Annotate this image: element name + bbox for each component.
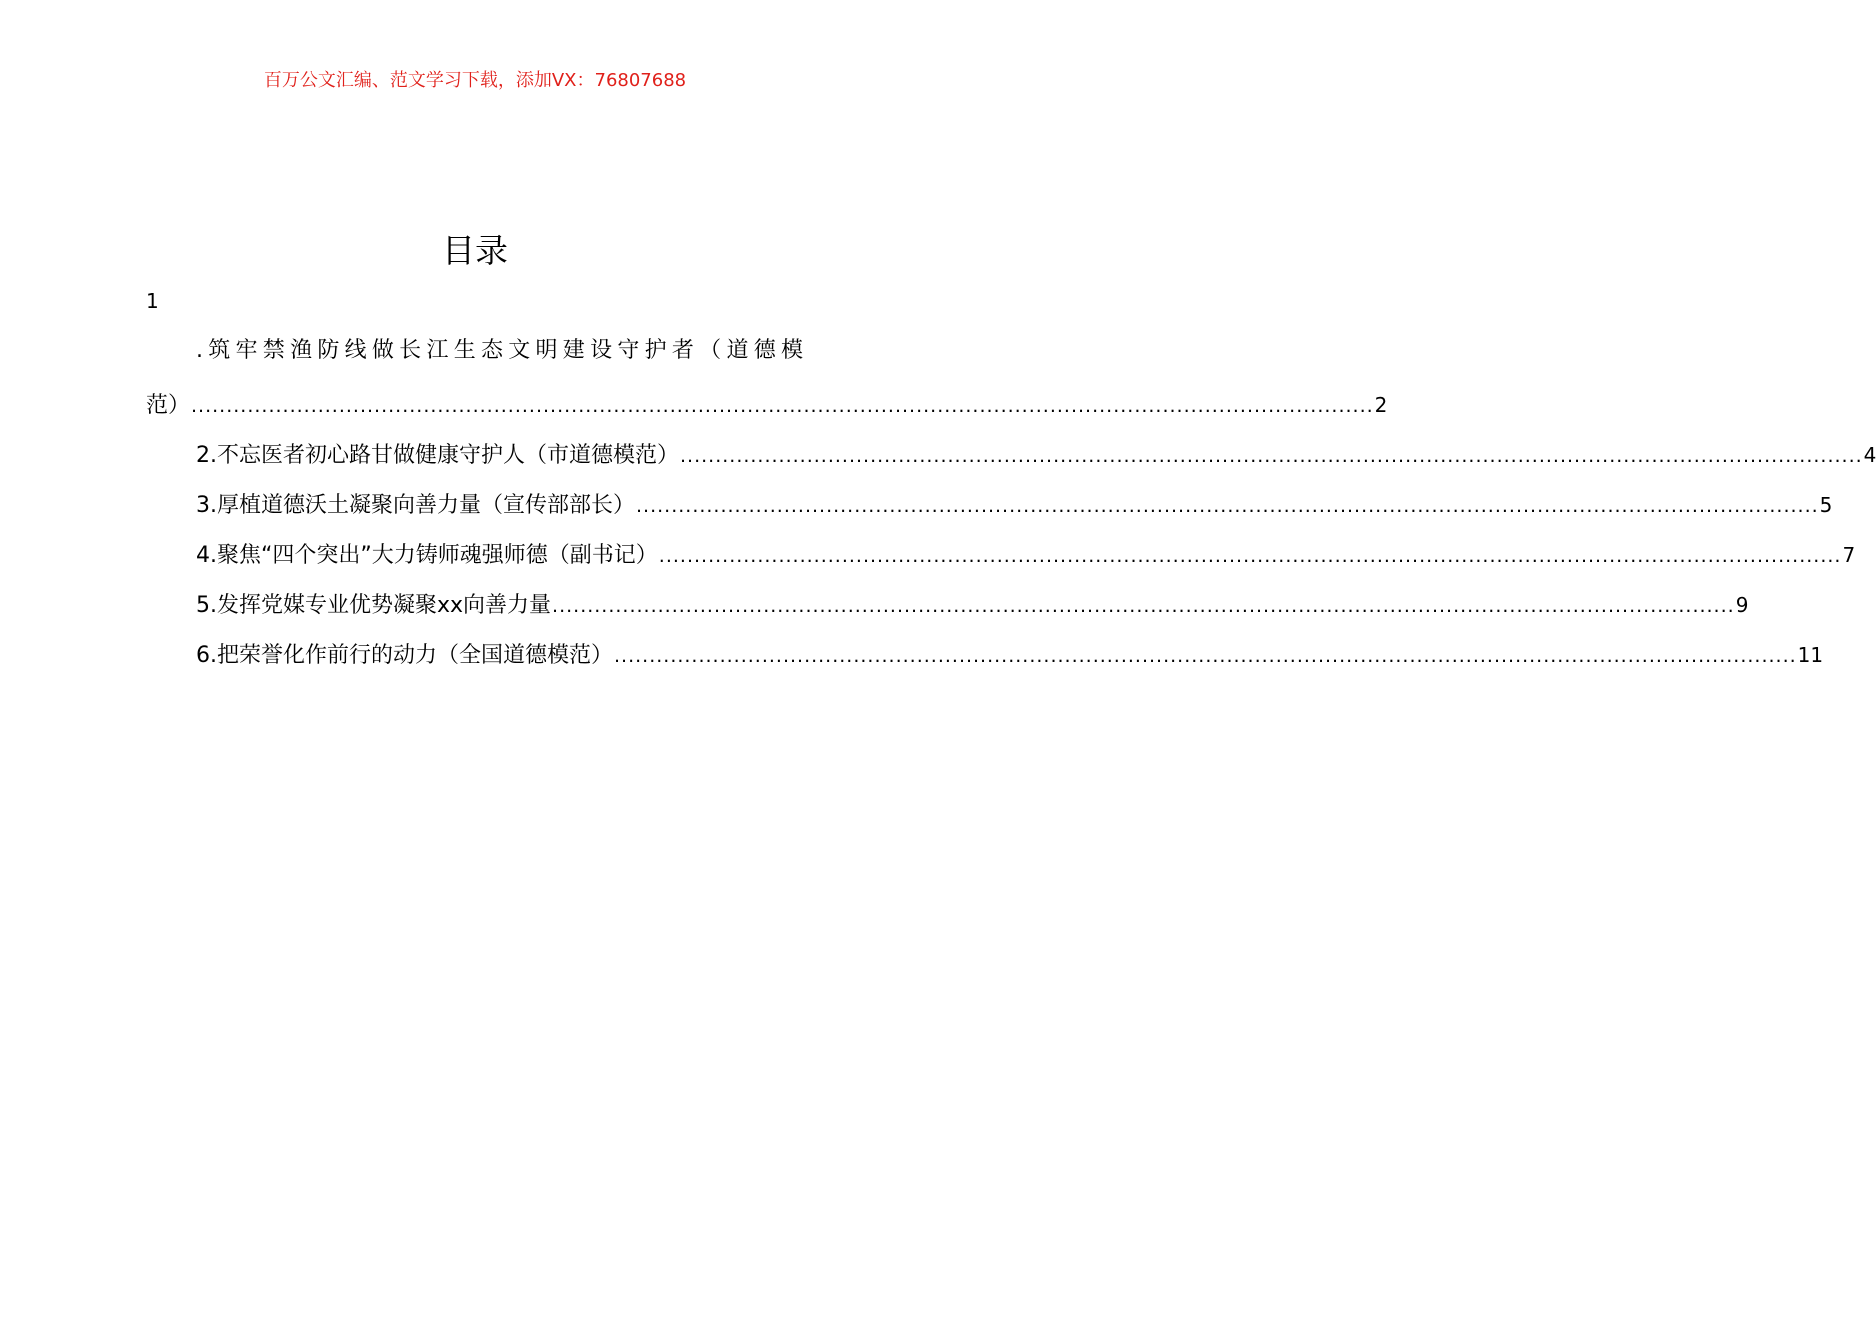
toc-entry-5-label: 5.发挥党媒专业优势凝聚xx向善力量 bbox=[196, 593, 552, 618]
toc-entry-5-page: 9 bbox=[1735, 593, 1749, 617]
toc-entry-1-leader: ........................................................................................................................................................................ bbox=[191, 395, 1374, 417]
toc-entry-1-line-1[interactable] bbox=[146, 330, 805, 380]
toc-entry-4-leader: ........................................................................................................................................................................ bbox=[658, 545, 1842, 567]
toc-leading-number: 1 bbox=[146, 289, 159, 313]
toc-entry-2-page: 4 bbox=[1863, 443, 1876, 467]
toc-entry-2[interactable] bbox=[146, 430, 1876, 480]
toc-entry-4-page: 7 bbox=[1842, 543, 1856, 567]
toc-entry-6-label: 6.把荣誉化作前行的动力（全国道德模范） bbox=[196, 643, 613, 668]
toc-entry-5-leader: ........................................................................................................................................................................ bbox=[552, 595, 1735, 617]
toc-entry-3-leader: ........................................................................................................................................................................ bbox=[636, 495, 1819, 517]
toc-entry-6-page: 11 bbox=[1797, 643, 1824, 667]
table-of-contents bbox=[146, 330, 1876, 680]
toc-entry-3-page: 5 bbox=[1819, 493, 1833, 517]
toc-entry-6-leader: ........................................................................................................................................................................ bbox=[614, 645, 1797, 667]
toc-entry-4[interactable] bbox=[146, 530, 1856, 580]
toc-entry-1-page: 2 bbox=[1374, 393, 1388, 417]
toc-entry-6[interactable] bbox=[146, 630, 1824, 680]
header-note: 百万公文汇编、范文学习下载，添加VX：76807688 bbox=[263, 70, 687, 91]
toc-entry-2-label: 2.不忘医者初心路甘做健康守护人（市道德模范） bbox=[196, 443, 679, 468]
toc-entry-3-label: 3.厚植道德沃土凝聚向善力量（宣传部部长） bbox=[196, 493, 635, 518]
toc-title: 目录 bbox=[442, 231, 508, 270]
toc-entry-3[interactable] bbox=[146, 480, 1833, 530]
toc-entry-5[interactable] bbox=[146, 580, 1749, 630]
toc-entry-4-label: 4.聚焦“四个突出”大力铸师魂强师德（副书记） bbox=[196, 543, 658, 568]
toc-entry-1-label-line-2: 范） bbox=[146, 393, 191, 418]
toc-entry-1-label-line-1: .筑牢禁渔防线做长江生态文明建设守护者（道德模 bbox=[196, 338, 805, 363]
toc-entry-1-line-2[interactable] bbox=[146, 380, 1388, 430]
toc-entry-2-leader: ........................................................................................................................................................................ bbox=[680, 445, 1863, 467]
